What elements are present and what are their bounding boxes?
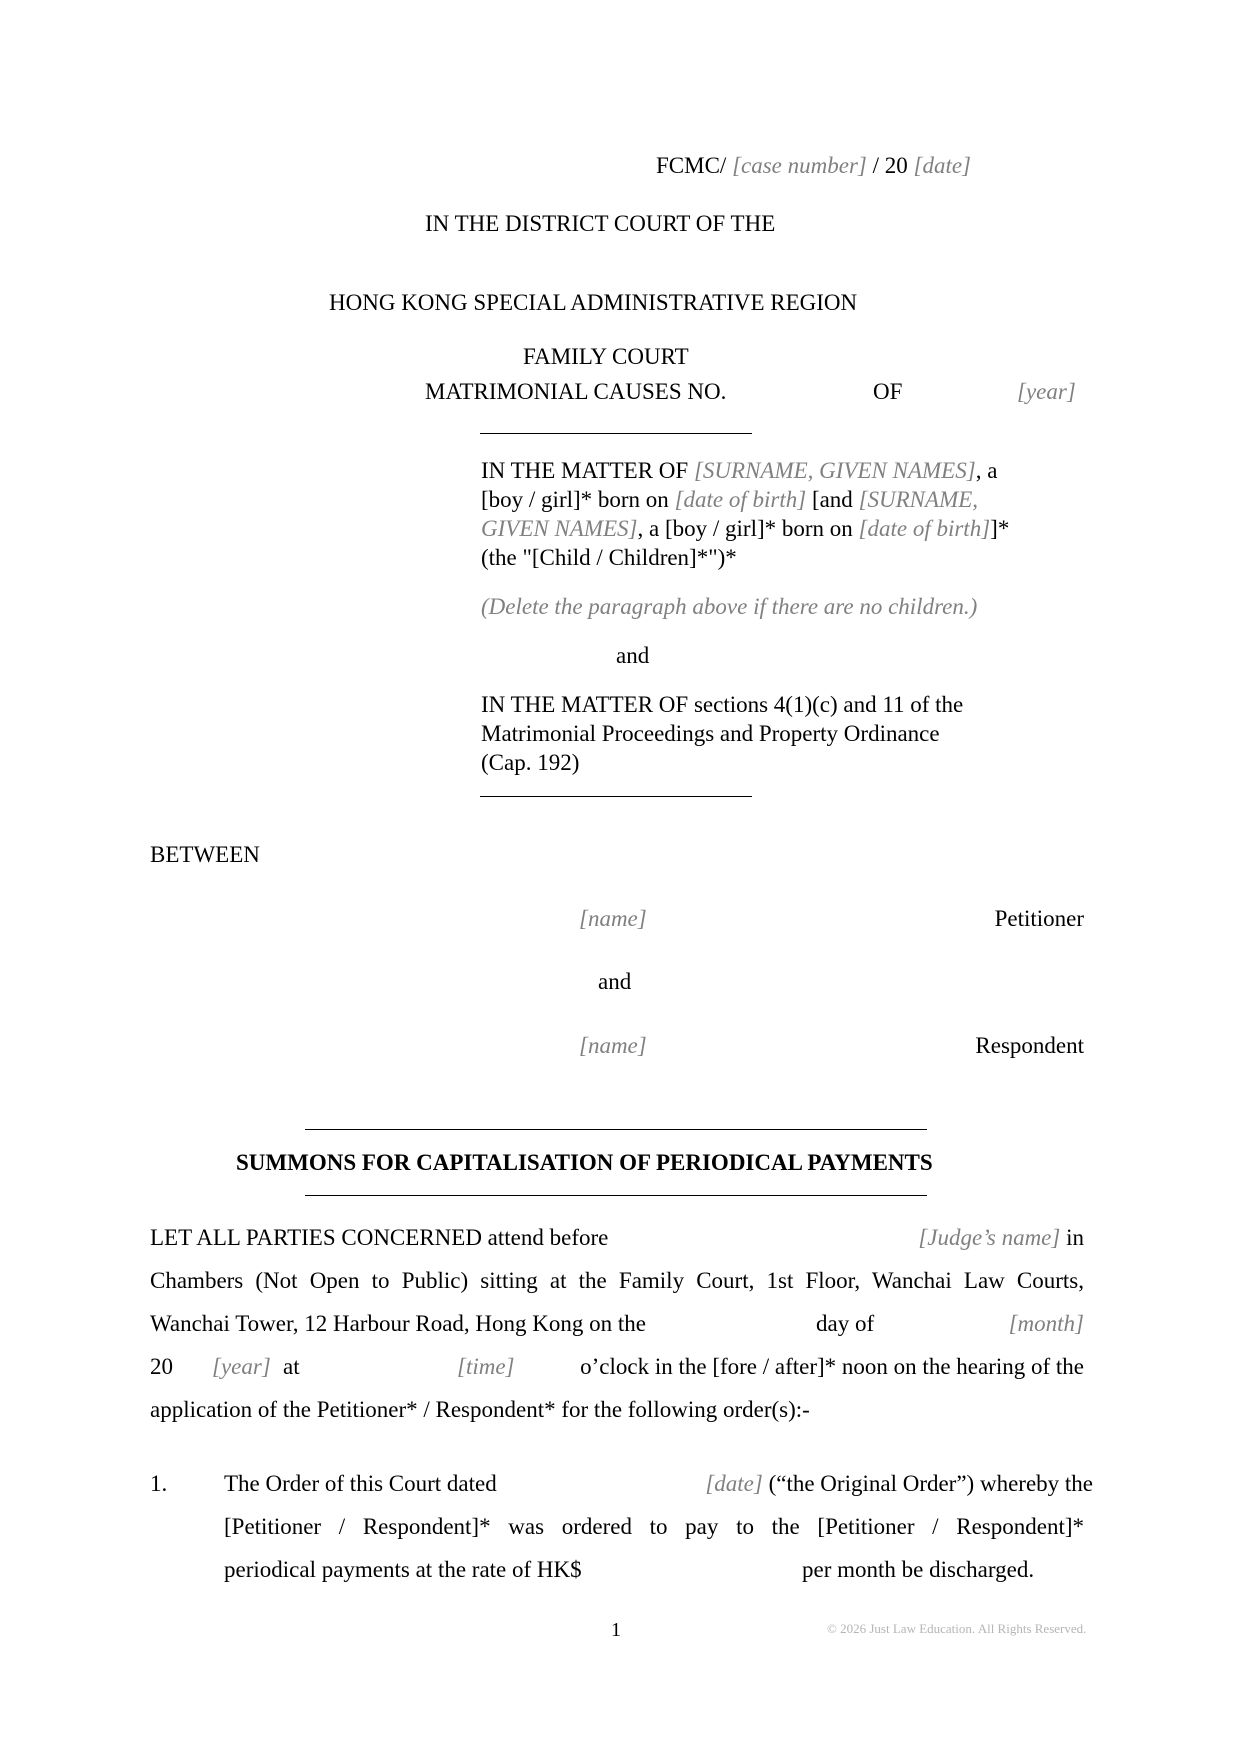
ordinance-line-1: IN THE MATTER OF sections 4(1)(c) and 11 of the [481,692,964,717]
body-line-1-text: LET ALL PARTIES CONCERNED attend before [150,1225,609,1250]
year-placeholder[interactable]: [year] [212,1354,271,1379]
and-connector: and [616,643,650,668]
page-number: 1 [611,1619,621,1641]
body-line-4-at: at [283,1354,300,1379]
body-line-3-day-of: day of [816,1311,875,1336]
time-placeholder[interactable]: [time] [457,1354,515,1379]
matter-text: ]* [990,516,1010,541]
body-line-3-text: Wanchai Tower, 12 Harbour Road, Hong Kong on the [150,1311,646,1336]
divider [480,433,752,434]
case-number-placeholder[interactable]: [case number] [732,153,867,178]
copyright-notice: © 2026 Just Law Education. All Rights Reserved. [827,1621,1087,1636]
matter-text: [and [806,487,859,512]
matter-ordinance-paragraph [481,690,1081,777]
between-label: BETWEEN [150,842,260,867]
petitioner-name-placeholder[interactable]: [name] [579,906,647,931]
item-1-line-1-end [705,1471,1093,1496]
item-1-line-1-text: The Order of this Court dated [224,1471,497,1496]
court-line-3: FAMILY COURT [523,344,689,369]
body-line-4-20: 20 [150,1354,173,1379]
order-date-placeholder[interactable]: [date] [705,1471,763,1496]
body-line-2: Chambers (Not Open to Public) sitting at the Family Court, 1st Floor, Wanchai Law Courts, [150,1268,1084,1293]
date-of-birth-placeholder[interactable]: [date of birth] [674,487,807,512]
matter-text: , a [boy / girl]* born on [637,516,859,541]
case-date-placeholder[interactable]: [date] [913,153,971,178]
item-1-line-3-text: periodical payments at the rate of HK$ [224,1557,582,1582]
matter-children-line-1 [481,456,1081,485]
child-name-placeholder[interactable]: [SURNAME, [858,487,979,512]
item-1-line-3-end: per month be discharged. [802,1557,1035,1582]
matter-text: , a [975,458,998,483]
matter-text: [boy / girl]* born on [481,487,675,512]
body-line-5: application of the Petitioner* / Respondent* for the following order(s):- [150,1397,810,1422]
case-prefix: FCMC/ [655,153,727,178]
document-title: SUMMONS FOR CAPITALISATION OF PERIODICAL PAYMENTS [236,1150,933,1175]
title-bottom-rule [305,1195,927,1196]
delete-paragraph-note: (Delete the paragraph above if there are no children.) [481,594,978,619]
matrimonial-causes-year-placeholder[interactable]: [year] [1017,379,1076,404]
matter-text: IN THE MATTER OF [481,458,694,483]
matrimonial-causes-of: OF [873,379,903,404]
ordinance-line-3: (Cap. 192) [481,750,580,775]
body-in: in [1066,1225,1084,1250]
respondent-label: Respondent [975,1033,1084,1058]
parties-and: and [598,969,632,994]
matter-children-line-4: (the "[Child / Children]*")* [481,545,737,570]
court-line-2: HONG KONG SPECIAL ADMINISTRATIVE REGION [329,290,858,315]
matter-children-paragraph [481,456,1081,572]
respondent-name-placeholder[interactable]: [name] [579,1033,647,1058]
matrimonial-causes-label: MATRIMONIAL CAUSES NO. [425,379,727,404]
child-name-placeholder[interactable]: GIVEN NAMES] [481,516,638,541]
petitioner-label: Petitioner [994,906,1084,931]
matter-children-line-3 [481,514,1081,543]
body-line-1-end [918,1225,1084,1250]
child-name-placeholder[interactable]: [SURNAME, GIVEN NAMES] [693,458,976,483]
court-line-1: IN THE DISTRICT COURT OF THE [425,211,776,236]
month-placeholder[interactable]: [month] [1008,1311,1084,1336]
title-top-rule [305,1129,927,1130]
date-of-birth-placeholder[interactable]: [date of birth] [858,516,991,541]
case-reference [656,153,971,178]
case-year-separator: / 20 [872,153,908,178]
item-1-line-2: [Petitioner / Respondent]* was ordered to pay to the [Petitioner / Respondent]* [224,1514,1084,1539]
matter-children-line-2 [481,485,1081,514]
original-order-text: (“the Original Order”) whereby the [768,1471,1093,1496]
divider [480,796,752,797]
body-line-4-rest: o’clock in the [fore / after]* noon on the hearing of the [580,1354,1084,1379]
item-1-number: 1. [150,1471,168,1496]
ordinance-line-2: Matrimonial Proceedings and Property Ordinance [481,721,940,746]
judge-name-placeholder[interactable]: [Judge’s name] [918,1225,1061,1250]
